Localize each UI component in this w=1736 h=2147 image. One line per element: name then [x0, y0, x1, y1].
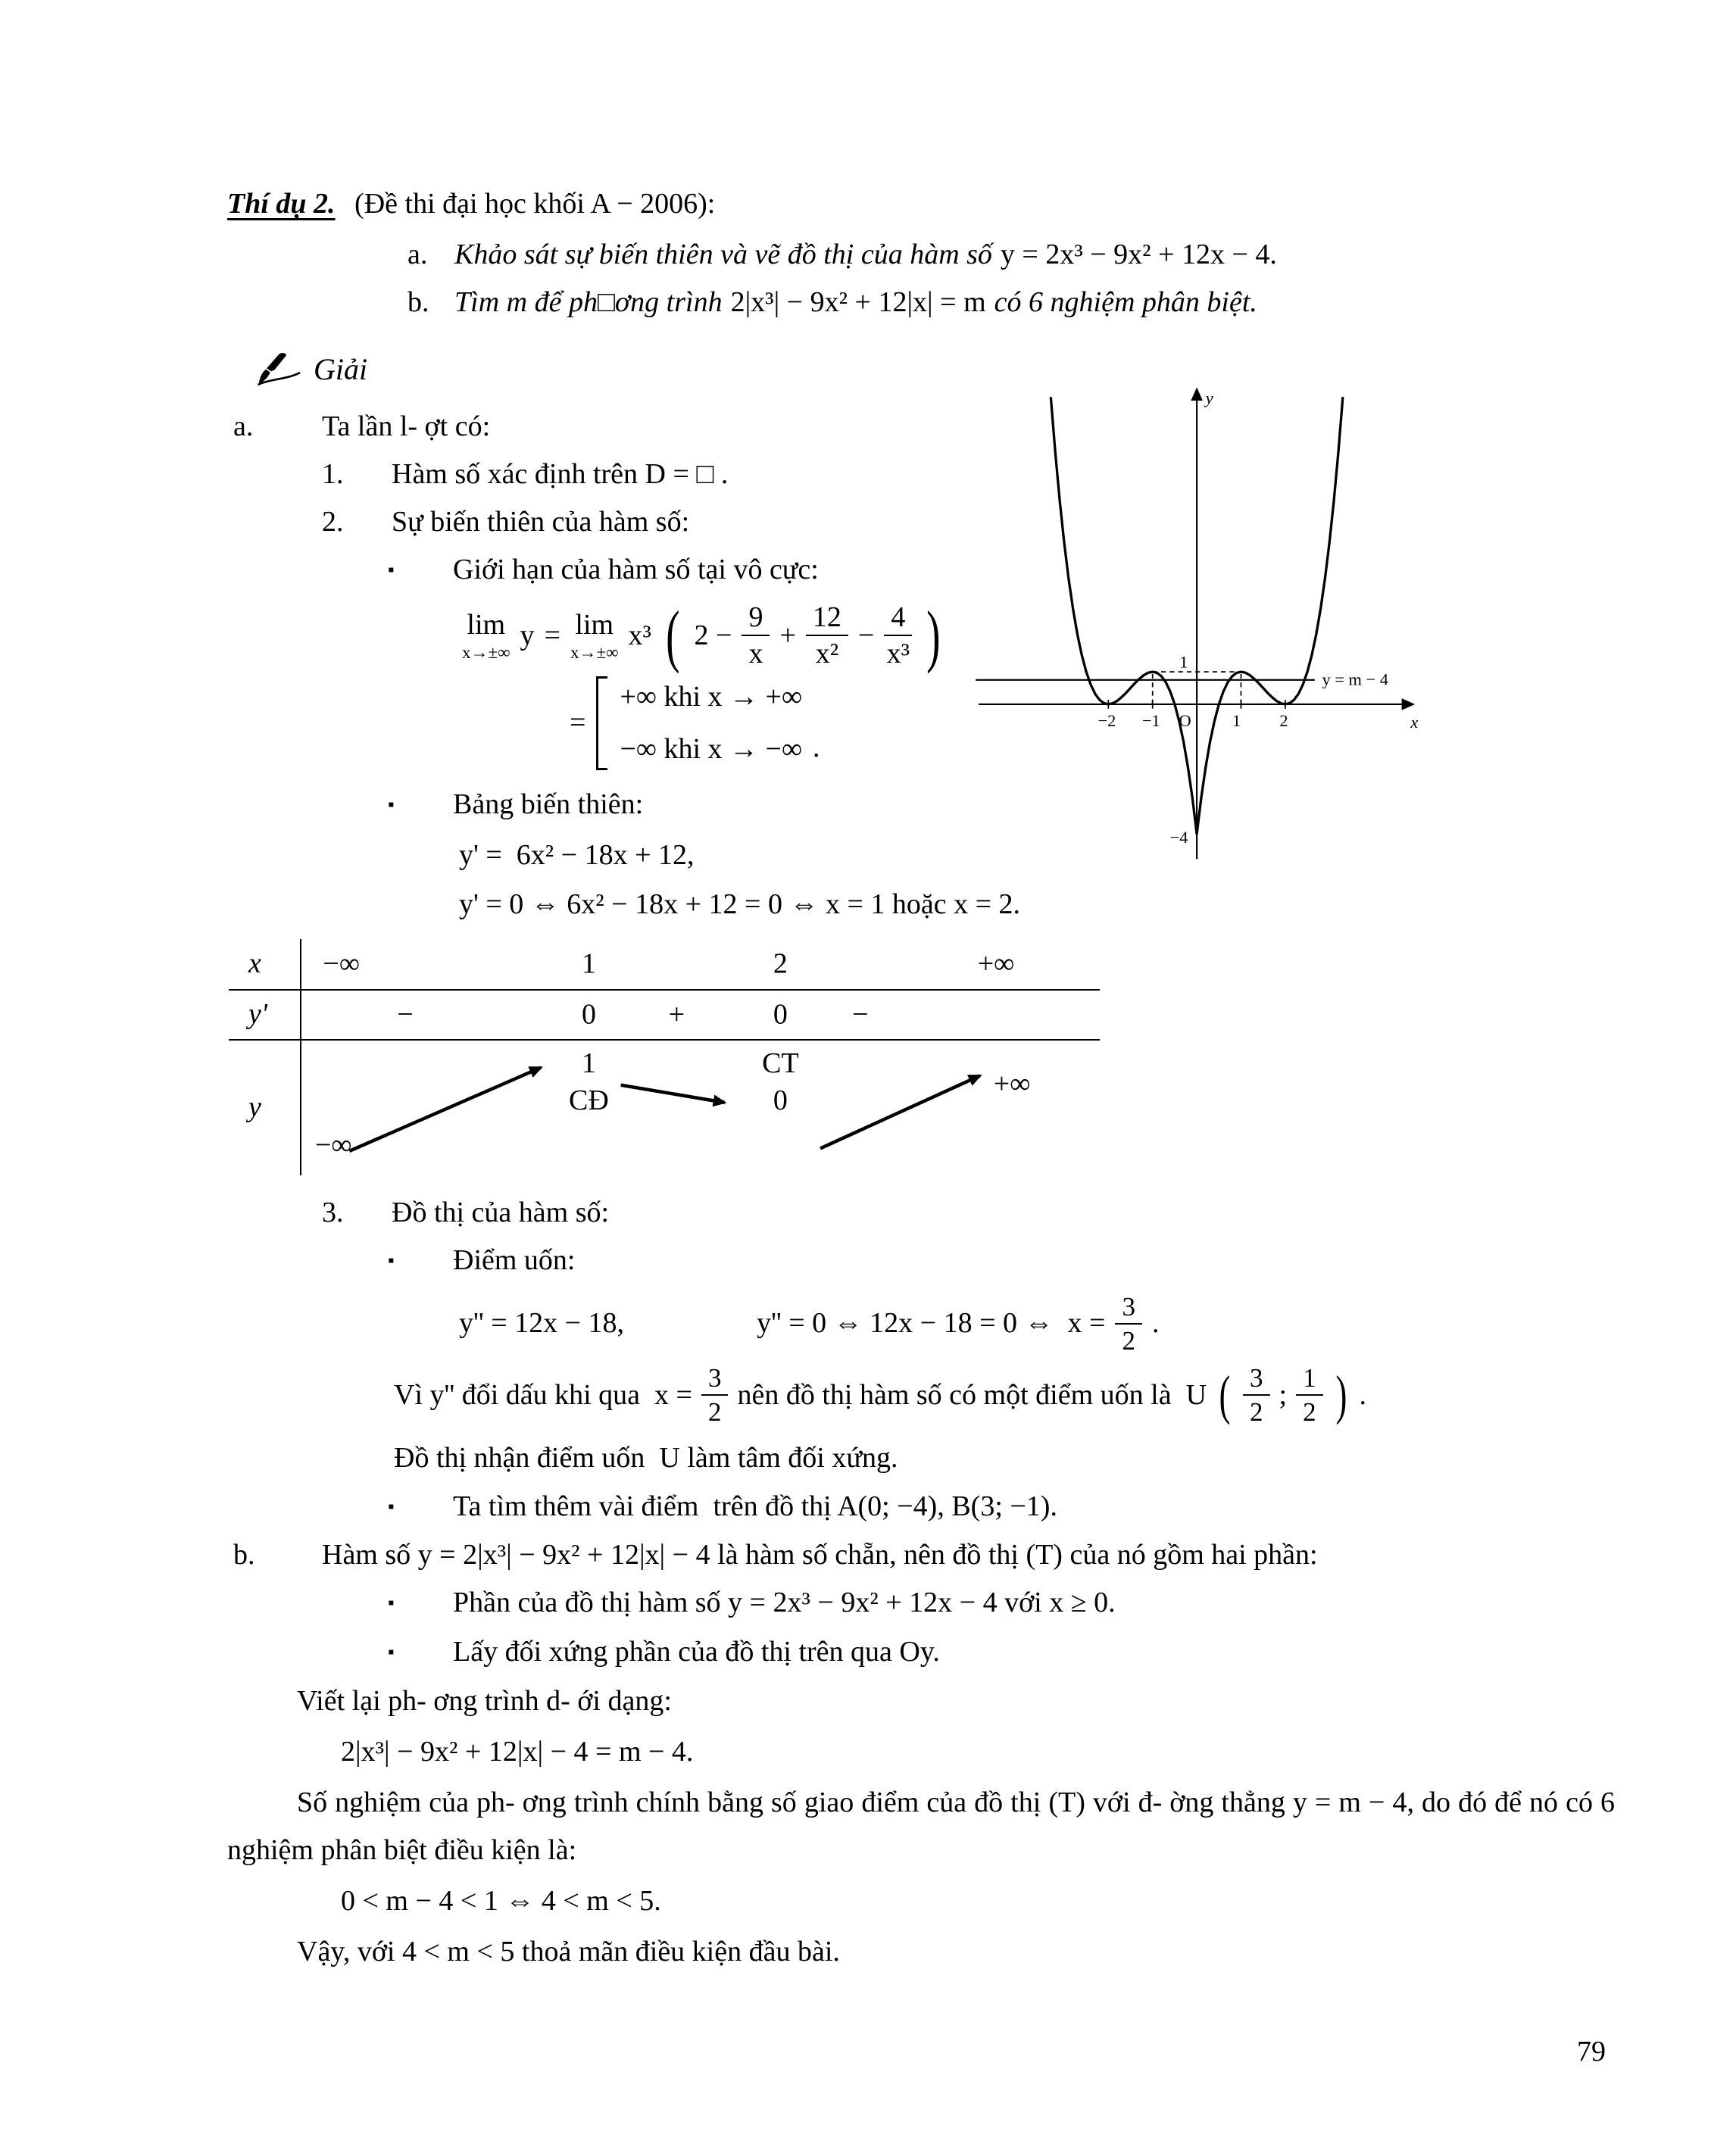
denominator: 2 — [1303, 1397, 1316, 1428]
x-tick-minus2: −2 — [1097, 711, 1116, 731]
plus-sign: + — [779, 619, 796, 651]
bullet-b-1-text: Phần của đồ thị hàm số y = 2x³ − 9x² + 12x − 4 với x ≥ 0. — [453, 1587, 1116, 1619]
rewrite-equation: 2|x³| − 9x² + 12|x| − 4 = m − 4. — [341, 1736, 694, 1768]
numerator: 1 — [1296, 1363, 1323, 1396]
problem-a-math: y = 2x³ − 9x² + 12x − 4. — [1000, 239, 1277, 271]
example-source: (Đề thi đại học khối A − 2006): — [354, 188, 716, 220]
period: . — [1359, 1378, 1367, 1411]
conclusion: Vậy, với 4 < m < 5 thoả mãn điều kiện đầu bài. — [297, 1936, 840, 1968]
y-tick-minus4: −4 — [1169, 827, 1188, 847]
problem-b — [227, 279, 1615, 326]
x-value: +∞ — [977, 947, 1015, 980]
lim-word: lim — [467, 608, 506, 641]
step-3-number: 3. — [322, 1196, 344, 1228]
arrow-up-icon — [349, 1067, 541, 1150]
inflection-mid: nên đồ thị hàm số có một điểm uốn là U — [737, 1378, 1207, 1411]
square-bullet-icon: ▪ — [388, 560, 395, 580]
sign-value: − — [852, 998, 869, 1031]
function-graph — [963, 373, 1436, 866]
denominator: x² — [815, 638, 839, 670]
example-heading — [227, 180, 1615, 228]
rewrite-intro: Viết lại ph- ơng trình d- ới dạng: — [297, 1685, 672, 1718]
equals-sign: = — [544, 619, 560, 651]
step-1-text: Hàm số xác định trên D = □ . — [392, 457, 729, 490]
denominator: 2 — [707, 1397, 722, 1428]
table-row-y-prime — [229, 991, 1100, 1041]
term-constant: 2 − — [694, 619, 732, 651]
square-bullet-icon: ▪ — [388, 1593, 395, 1614]
second-derivative-solve: y'' = 0 ⇔ 12x − 18 = 0 ⇔ x = — [757, 1307, 1106, 1340]
page-number: 79 — [1577, 2036, 1606, 2067]
x-row-values — [301, 939, 1100, 989]
variation-table — [229, 939, 1100, 1175]
fraction — [1115, 1292, 1142, 1356]
fraction — [1243, 1363, 1270, 1427]
lim-operator — [570, 610, 619, 661]
y-label-text: y — [248, 1091, 261, 1124]
period: . — [1151, 1307, 1160, 1340]
case-negative-infinity: −∞ khi x → −∞ — [620, 732, 803, 765]
y-axis-label: y — [1205, 388, 1213, 407]
x-value: 1 — [581, 947, 596, 980]
problem-a — [227, 231, 1615, 279]
sign-value: + — [668, 998, 685, 1031]
bullet-limit-text: Giới hạn của hàm số tại vô cực: — [453, 553, 819, 585]
y-negative-infinity: −∞ — [314, 1128, 352, 1161]
lim-subscript: x→±∞ — [570, 642, 619, 662]
problem-a-text — [454, 231, 1277, 279]
arrow-up-icon — [820, 1075, 980, 1148]
min-tag: CT — [762, 1047, 799, 1079]
problem-b-italic-1: Tìm m để ph□ơng trình — [454, 286, 723, 319]
y-prime-row-values — [301, 991, 1100, 1039]
denominator: x³ — [886, 638, 910, 670]
numerator: 3 — [1243, 1363, 1270, 1396]
y-row-label — [229, 1041, 301, 1175]
solution-a-intro-text: Ta lần l- ợt có: — [322, 410, 491, 442]
graph-svg — [963, 373, 1436, 866]
condition-equation: 0 < m − 4 < 1 ⇔ 4 < m < 5. — [341, 1885, 661, 1918]
cases-rows — [620, 673, 802, 773]
fraction — [1296, 1363, 1323, 1427]
fraction — [806, 601, 848, 670]
x-tick-2: 2 — [1279, 711, 1288, 731]
square-bullet-icon: ▪ — [388, 1496, 395, 1517]
inflection-pre: Vì y'' đổi dấu khi qua x = — [394, 1378, 692, 1411]
arrow-down-icon — [621, 1085, 725, 1103]
bullet-extra-points — [227, 1483, 1615, 1532]
y-row-values — [301, 1041, 1100, 1175]
bullet-variation-text: Bảng biến thiên: — [453, 788, 644, 820]
sign-value: 0 — [773, 998, 788, 1031]
problem-a-italic: Khảo sát sự biến thiên và vẽ đồ thị của hàm số — [454, 239, 992, 271]
problem-a-label: a. — [407, 239, 428, 271]
step-3-text: Đồ thị của hàm số: — [392, 1196, 610, 1228]
second-derivative-left: y'' = 12x − 18, — [459, 1307, 625, 1340]
step-2-text: Sự biến thiên của hàm số: — [392, 505, 690, 538]
y-tick-1: 1 — [1179, 652, 1188, 672]
step-2-number: 2. — [322, 505, 344, 538]
problem-b-italic-2: có 6 nghiệm phân biệt. — [994, 286, 1257, 319]
x-label-text: x — [248, 947, 261, 980]
max-tag: CĐ — [569, 1084, 609, 1117]
denominator: 2 — [1122, 1325, 1135, 1356]
equals-sign: = — [570, 707, 586, 739]
denominator: 2 — [1250, 1397, 1263, 1428]
sign-value: − — [397, 998, 414, 1031]
period: . — [813, 731, 820, 763]
step-1-number: 1. — [322, 457, 344, 490]
x-row-label — [229, 939, 301, 989]
table-row-x — [229, 939, 1100, 991]
second-derivative-right — [757, 1292, 1159, 1356]
y-positive-infinity: +∞ — [993, 1067, 1031, 1100]
x-cubed: x³ — [628, 619, 651, 651]
symmetry-note: Đồ thị nhận điểm uốn U làm tâm đối xứng. — [394, 1442, 898, 1475]
numerator: 4 — [884, 601, 912, 637]
local-min-stack — [762, 1045, 799, 1120]
square-bullet-icon: ▪ — [388, 794, 395, 815]
fraction — [884, 601, 912, 670]
square-bullet-icon: ▪ — [388, 1643, 395, 1663]
bullet-b-2-text: Lấy đối xứng phần của đồ thị trên qua Oy. — [453, 1636, 940, 1668]
lim-operator — [462, 610, 510, 661]
x-value: −∞ — [323, 947, 360, 980]
variation-arrows — [301, 1041, 1100, 1175]
solution-b-intro — [227, 1531, 1615, 1579]
inflection-paragraph: Vì y'' đổi dấu khi qua x = $\frac{3}{2}$ nên đồ thị hàm số có một điểm uốn là U ( $\frac{3}{2}$ ; $\frac{1}{2}$ ) . — [394, 1363, 1367, 1428]
x-tick-1: 1 — [1232, 711, 1241, 731]
numerator: 3 — [701, 1363, 729, 1396]
min-value: 0 — [773, 1084, 788, 1117]
problem-b-math: 2|x³| − 9x² + 12|x| = m — [730, 286, 986, 319]
derivative-equation-1: y' = 6x² − 18x + 12, — [459, 838, 695, 871]
y-prime-label-text: y' — [248, 998, 267, 1031]
max-value: 1 — [581, 1047, 596, 1079]
square-bullet-icon: ▪ — [388, 1250, 395, 1271]
origin-label: O — [1179, 711, 1191, 731]
problem-b-text — [454, 279, 1257, 326]
second-derivative-equations — [227, 1292, 1615, 1356]
minus-sign: − — [857, 619, 875, 651]
table-row-y — [229, 1041, 1100, 1175]
semicolon: ; — [1279, 1378, 1288, 1411]
fraction — [742, 601, 770, 670]
bullet-extra-points-text: Ta tìm thêm vài điểm trên đồ thị A(0; −4), B(3; −1). — [453, 1490, 1057, 1522]
cases-bracket — [596, 676, 607, 770]
solution-b-label: b. — [233, 1539, 255, 1571]
solution-count-paragraph: Số nghiệm của ph- ơng trình chính bằng số giao điểm của đồ thị (T) với đ- ờng thẳng y = m − 4, do đó để nó có 6 nghiệm phân biệt điều kiện là: — [227, 1787, 1622, 1867]
bullet-b-1 — [227, 1579, 1615, 1628]
lim-lhs: y — [520, 619, 535, 651]
derivative-equation-2: y' = 0 ⇔ 6x² − 18x + 12 = 0 ⇔ x = 1 hoặc x = 2. — [459, 888, 1021, 920]
x-value: 2 — [773, 947, 788, 980]
bullet-inflection — [227, 1237, 1615, 1286]
x-tick-minus1: −1 — [1141, 711, 1160, 731]
lim-subscript: x→±∞ — [462, 642, 510, 662]
numerator: 12 — [806, 601, 848, 637]
example-title: Thí dụ 2. — [227, 188, 336, 220]
bullet-b-2 — [227, 1628, 1615, 1677]
numerator: 9 — [742, 601, 770, 637]
solution-heading-label: Giải — [314, 352, 368, 387]
case-positive-infinity: +∞ khi x → +∞ — [620, 680, 803, 713]
m-line-label: y = m − 4 — [1322, 669, 1388, 689]
solution-b-intro-text: Hàm số y = 2|x³| − 9x² + 12|x| − 4 là hàm số chẵn, nên đồ thị (T) của nó gồm hai phần: — [322, 1539, 1318, 1571]
y-prime-row-label — [229, 991, 301, 1039]
limit-equation: lim x→±∞ y = lim x→±∞ x³ ( 2 − $\frac{9}{x}$ + $\frac{12}{\text{x²}}$ − $\frac{4}{\text{x³}}$ ) — [462, 597, 941, 675]
pen-icon — [252, 350, 302, 389]
bullet-inflection-text: Điểm uốn: — [453, 1244, 576, 1276]
fraction — [701, 1363, 729, 1427]
denominator: x — [748, 638, 763, 670]
local-max-stack — [569, 1045, 609, 1120]
x-axis-label: x — [1410, 713, 1419, 732]
solution-a-label: a. — [233, 410, 254, 442]
step-3 — [227, 1189, 1615, 1237]
numerator: 3 — [1115, 1292, 1142, 1325]
lim-word: lim — [575, 608, 614, 641]
sign-value: 0 — [581, 998, 596, 1031]
problem-b-label: b. — [407, 286, 429, 319]
